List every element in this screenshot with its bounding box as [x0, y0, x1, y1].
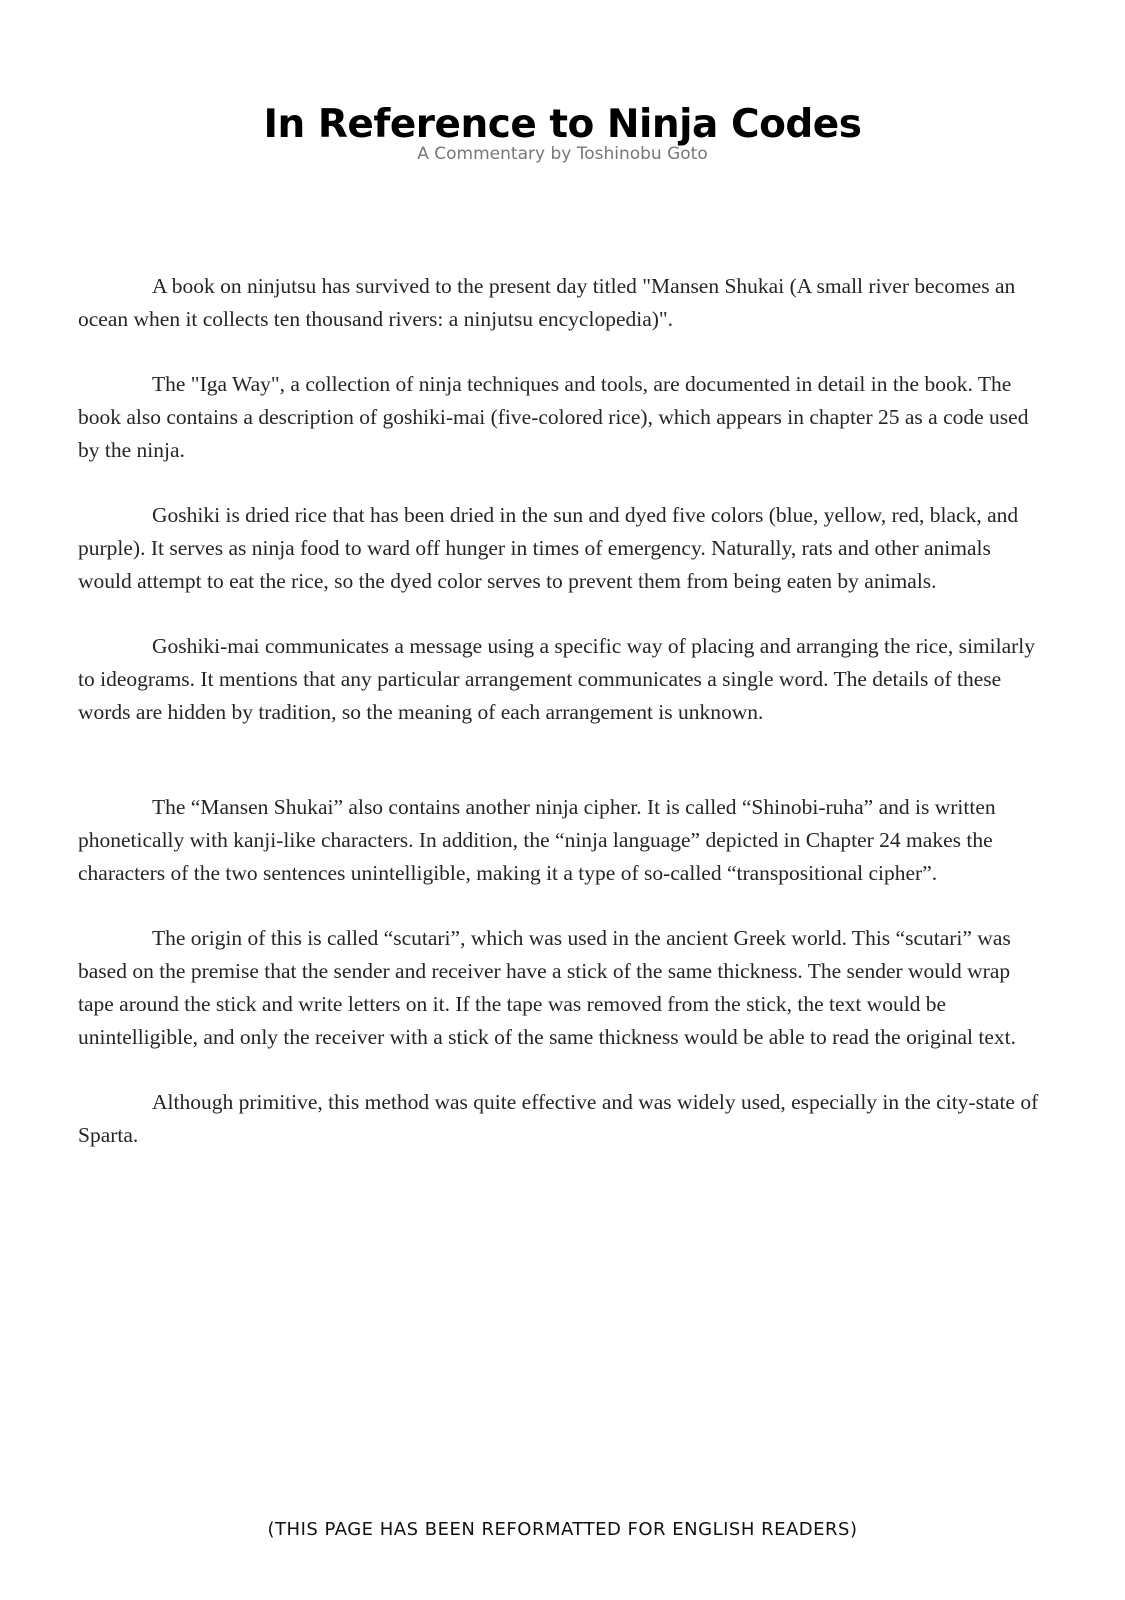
paragraph-3: Goshiki is dried rice that has been dried in the sun and dyed five colors (blue, yellow, red, black, and purple). It serves as ninja food to ward off hunger in times of emergency. Naturally, rats and other animals would attempt to eat the rice, so the dyed color serves to prevent them from being eaten by animals.	[78, 503, 1019, 593]
page-title: In Reference to Ninja Codes	[263, 102, 862, 147]
paragraph-1: A book on ninjutsu has survived to the present day titled "Mansen Shukai (A small river becomes an ocean when it collects ten thousand rivers: a ninjutsu encyclopedia)".	[78, 274, 1016, 331]
page-subtitle: A Commentary by Toshinobu Goto	[417, 144, 708, 164]
paragraph-2: The "Iga Way", a collection of ninja techniques and tools, are documented in detail in the book. The book also contains a description of goshiki-mai (five-colored rice), which appears in chapter 25 as a code used by the ninja.	[78, 372, 1029, 462]
paragraph-5: The “Mansen Shukai” also contains another ninja cipher. It is called “Shinobi-ruha” and is written phonetically with kanji-like characters. In addition, the “ninja language” depicted in Chapter 24 makes the characters of the two sentences unintelligible, making it a type of so-called “transpositional cipher”.	[78, 795, 996, 885]
paragraph-7: Although primitive, this method was quite effective and was widely used, especially in the city-state of Sparta.	[78, 1090, 1039, 1147]
paragraph-4: Goshiki-mai communicates a message using a specific way of placing and arranging the rice, similarly to ideograms. It mentions that any particular arrangement communicates a single word. The details of these words are hidden by tradition, so the meaning of each arrangement is unknown.	[78, 634, 1036, 724]
reformat-note: (THIS PAGE HAS BEEN REFORMATTED FOR ENGLISH READERS)	[267, 1519, 858, 1540]
article-body	[78, 270, 1044, 1184]
page-header	[0, 102, 1125, 164]
paragraph-6: The origin of this is called “scutari”, which was used in the ancient Greek world. This “scutari” was based on the premise that the sender and receiver have a stick of the same thickness. The sender would wrap tape around the stick and write letters on it. If the tape was removed from the stick, the text would be unintelligible, and only the receiver with a stick of the same thickness would be able to read the original text.	[78, 926, 1016, 1049]
